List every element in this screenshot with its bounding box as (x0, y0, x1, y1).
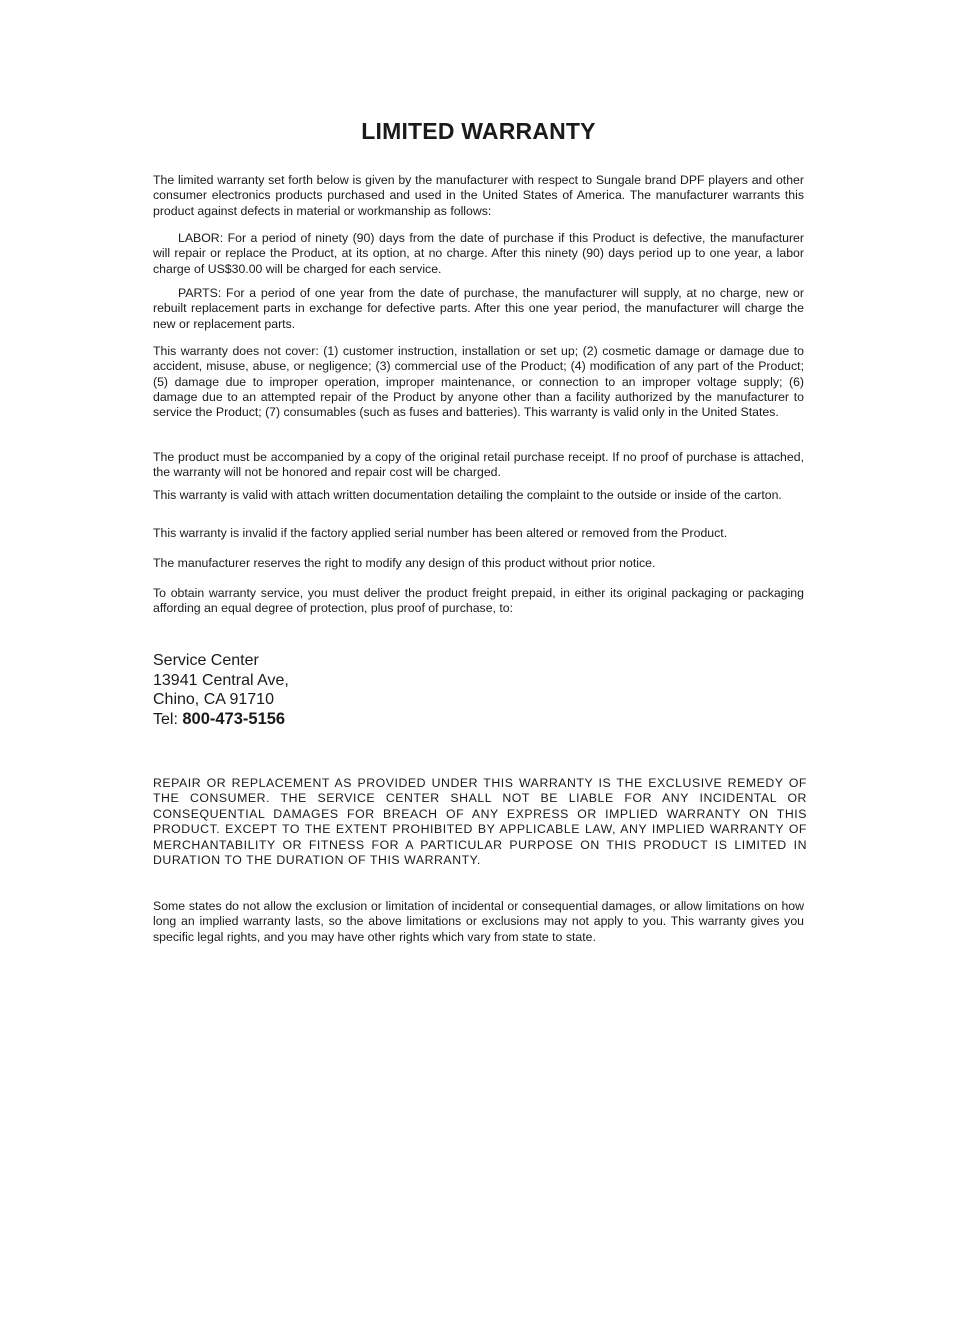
intro-paragraph: The limited warranty set forth below is given by the manufacturer with respect to Sungale brand DPF players and other consumer electronics products purchased and used in the United States of America. The manufacturer warrants this product against defects in material or workmanship as follows: (153, 173, 804, 218)
service-instructions-paragraph: To obtain warranty service, you must deliver the product freight prepaid, in either its original packaging or packaging affording an equal degree of protection, plus proof of purchase, to: (153, 586, 804, 616)
liability-disclaimer: REPAIR OR REPLACEMENT AS PROVIDED UNDER THIS WARRANTY IS THE EXCLUSIVE REMEDY OF THE CONSUMER. THE SERVICE CENTER SHALL NOT BE LIABLE FOR ANY INCIDENTAL OR CONSEQUENTIAL DAMAGES FOR BREACH OF ANY EXPRESS OR IMPLIED WARRANTY ON THIS PRODUCT. EXCEPT TO THE EXTENT PROHIBITED BY APPLICABLE LAW, ANY IMPLIED WARRANTY OF MERCHANTABILITY OR FITNESS FOR A PARTICULAR PURPOSE ON THIS PRODUCT IS LIMITED IN DURATION TO THE DURATION OF THIS WARRANTY. (153, 776, 807, 868)
service-center-phone (153, 710, 289, 730)
service-center-address (153, 651, 289, 729)
page-title: LIMITED WARRANTY (361, 118, 596, 144)
labor-paragraph: LABOR: For a period of ninety (90) days from the date of purchase if this Product is defective, the manufacturer will repair or replace the Product, at its option, at no charge. After this ninety (90) days period up to one year, a labor charge of US$30.00 will be charged for each service. (153, 231, 804, 276)
phone-label: Tel: (153, 710, 183, 728)
parts-paragraph: PARTS: For a period of one year from the date of purchase, the manufacturer will supply, at no charge, new or rebuilt replacement parts in exchange for defective parts. After this one year period, the manufacturer will charge the new or replacement parts. (153, 286, 804, 331)
documentation-paragraph: This warranty is valid with attach written documentation detailing the complaint to the outside or inside of the carton. (153, 488, 782, 502)
state-rights-paragraph: Some states do not allow the exclusion or limitation of incidental or consequential damages, or allow limitations on how long an implied warranty lasts, so the above limitations or exclusions may not apply to you. This warranty gives you specific legal rights, and you may have other rights which vary from state to state. (153, 899, 804, 944)
service-center-street: 13941 Central Ave, (153, 671, 289, 689)
service-center-city: Chino, CA 91710 (153, 691, 274, 708)
service-center-name: Service Center (153, 652, 259, 669)
serial-paragraph: This warranty is invalid if the factory applied serial number has been altered or removed from the Product. (153, 526, 728, 540)
receipt-paragraph: The product must be accompanied by a copy of the original retail purchase receipt. If no proof of purchase is attached, the warranty will not be honored and repair cost will be charged. (153, 450, 804, 480)
phone-number: 800-473-5156 (182, 709, 286, 728)
exclusions-paragraph: This warranty does not cover: (1) customer instruction, installation or set up; (2) cosmetic damage or damage due to accident, misuse, abuse, or negligence; (3) commercial use of the Product; (4) modification of any part of the Product; (5) damage due to improper operation, improper maintenance, or connection to an improper voltage supply; (6) damage due to an attempted repair of the Product by anyone other than a facility authorized by the manufacturer to service the Product; (7) consumables (such as fuses and batteries). This warranty is valid only in the United States. (153, 344, 804, 420)
modify-paragraph: The manufacturer reserves the right to modify any design of this product without prior notice. (153, 556, 656, 570)
